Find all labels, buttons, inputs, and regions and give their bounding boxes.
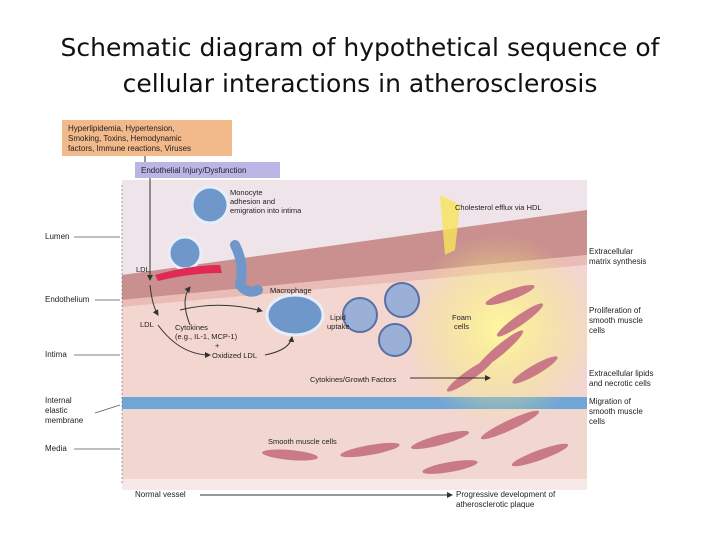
oxidized-ldl-label: Oxidized LDL [212, 351, 258, 360]
lipids-label-1: Extracellular lipids [589, 369, 654, 378]
title-line-1: Schematic diagram of hypothetical sequence of [60, 33, 660, 62]
normal-vessel-label: Normal vessel [135, 490, 186, 499]
macrophage-cell [267, 295, 323, 335]
risk-line-3: factors, Immune reactions, Viruses [68, 144, 192, 153]
foam-label-1: Foam [452, 313, 472, 322]
risk-line-2: Smoking, Toxins, Hemodynamic [68, 134, 182, 143]
progression-label-2: atherosclerotic plaque [456, 500, 535, 509]
migr-label-2: smooth muscle [589, 407, 643, 416]
injury-label: Endothelial Injury/Dysfunction [141, 166, 247, 175]
monocyte-label-3: emigration into intima [230, 206, 302, 215]
iem-label-2: elastic [45, 406, 68, 415]
foam-cell-2 [385, 283, 419, 317]
ecm-label-1: Extracellular [589, 247, 634, 256]
cholesterol-label: Cholesterol efflux via HDL [455, 203, 542, 212]
iem-label-3: membrane [45, 416, 84, 425]
ldl-label-lumen: LDL [136, 265, 150, 274]
prolif-label-1: Proliferation of [589, 306, 641, 315]
migr-label-1: Migration of [589, 397, 631, 406]
lipid-glow [405, 235, 595, 425]
media-label: Media [45, 444, 67, 453]
lipid-label-1: Lipid [330, 313, 346, 322]
lumen-label: Lumen [45, 232, 70, 241]
title-line-2: cellular interactions in atherosclerosis [122, 69, 598, 98]
monocyte-lumen [192, 187, 228, 223]
monocyte-adhering [169, 237, 201, 269]
prolif-label-2: smooth muscle [589, 316, 643, 325]
prolif-label-3: cells [589, 326, 606, 335]
lipids-label-2: and necrotic cells [589, 379, 651, 388]
layer-labels [45, 185, 122, 485]
ecm-label-2: matrix synthesis [589, 257, 647, 266]
right-labels [589, 247, 653, 426]
macrophage-label: Macrophage [270, 286, 312, 295]
monocyte-label-2: adhesion and [230, 197, 276, 206]
growth-factors-label: Cytokines/Growth Factors [310, 375, 397, 384]
risk-line-1: Hyperlipidemia, Hypertension, [68, 124, 175, 133]
ldl-label-intima: LDL [140, 320, 154, 329]
atherosclerosis-diagram [40, 115, 680, 515]
endothelium-label: Endothelium [45, 295, 90, 304]
progression-label-1: Progressive development of [456, 490, 556, 499]
smc-label: Smooth muscle cells [268, 437, 337, 446]
lipid-label-2: uptake [327, 322, 350, 331]
diagram-canvas [40, 115, 680, 515]
slide-title [0, 30, 720, 102]
intima-label: Intima [45, 350, 67, 359]
cytokines-label-2: (e.g., IL-1, MCP-1) [175, 332, 238, 341]
migr-label-3: cells [589, 417, 606, 426]
plus-label: + [215, 341, 220, 350]
cytokines-label-1: Cytokines [175, 323, 208, 332]
foam-cell-3 [379, 324, 411, 356]
monocyte-label-1: Monocyte [230, 188, 263, 197]
iem-label-1: Internal [45, 396, 72, 405]
foam-label-2: cells [454, 322, 470, 331]
